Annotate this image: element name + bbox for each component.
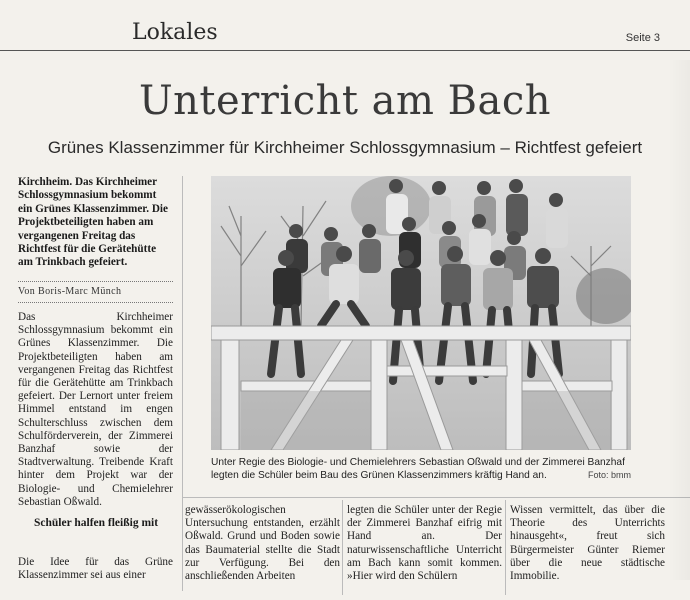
page-edge-shadow bbox=[668, 60, 690, 580]
photo-caption bbox=[211, 456, 631, 482]
article-lead: Kirchheim. Das Kirchheimer Schlossgymnasium bekommt ein Grünes Klassenzimmer. Die Projektbeteiligten haben am vergangenen Freitag das Richtfest für die Gerätehütte am Trinkbach gefeiert. bbox=[18, 176, 168, 269]
column-divider-3 bbox=[505, 500, 506, 595]
body-column-1-continued: Die Idee für das Grüne Klassenzimmer sei aus einer bbox=[18, 556, 173, 582]
article-subhead: Schüler halfen fleißig mit bbox=[34, 517, 159, 529]
header-rule bbox=[0, 50, 690, 51]
photo-caption-text: Unter Regie des Biologie- und Chemielehrers Sebastian Oßwald und der Zimmerei Banzhaf legten die Schüler beim Bau des Grünen Klassenzimmers kräftig Hand an. bbox=[211, 457, 625, 481]
article-headline: Unterricht am Bach bbox=[138, 78, 552, 124]
article-photo bbox=[211, 176, 631, 450]
column-divider-2 bbox=[342, 500, 343, 595]
body-column-3: legten die Schüler unter der Regie der Zimmerei Banzhaf eifrig mit Hand an. Der naturwissenschaftliche Unterricht am Bach kann somit kommen. »Hier wird den Schülern bbox=[347, 504, 502, 583]
column-divider-left bbox=[182, 176, 183, 591]
body-column-1: Das Kirchheimer Schlossgymnasium bekommt ein Grünes Klassenzimmer. Die Projektbeteiligten haben am vergangenen Freitag das Richtfest für die Gerätehütte am Trinkbach gefeiert. Der Lernort unter freiem Himmel entstand im engen Schulterschluss zwischen dem Schulförderverein, der Zimmerei Banzhaf sowie der Stadtverwaltung. Treibende Kraft hinter dem Projekt war der Biologie- und Chemielehrer Sebastian Oßwald. bbox=[18, 311, 173, 508]
photo-illustration bbox=[211, 176, 631, 450]
article-byline: Von Boris-Marc Münch bbox=[18, 286, 122, 297]
article-subheadline: Grünes Klassenzimmer für Kirchheimer Schlossgymnasium – Richtfest gefeiert bbox=[47, 138, 643, 157]
caption-rule bbox=[183, 497, 690, 498]
byline-rule-bottom bbox=[18, 302, 173, 303]
byline-rule-top bbox=[18, 281, 173, 282]
body-column-2: gewässerökologischen Untersuchung entstanden, erzählt Oßwald. Grund und Boden sowie das Baumaterial stellte die Stadt zur Verfügung. Bei den anschließenden Arbeiten bbox=[185, 504, 340, 583]
body-column-4: Wissen vermittelt, das über die Theorie des Unterrichts hinausgeht«, freut sich Bürgermeister Günter Riemer über die neue städtische Immobilie. bbox=[510, 504, 665, 583]
photo-credit: Foto: bmm bbox=[587, 470, 631, 480]
page-number: Seite 3 bbox=[625, 32, 660, 44]
section-title: Lokales bbox=[132, 20, 218, 45]
